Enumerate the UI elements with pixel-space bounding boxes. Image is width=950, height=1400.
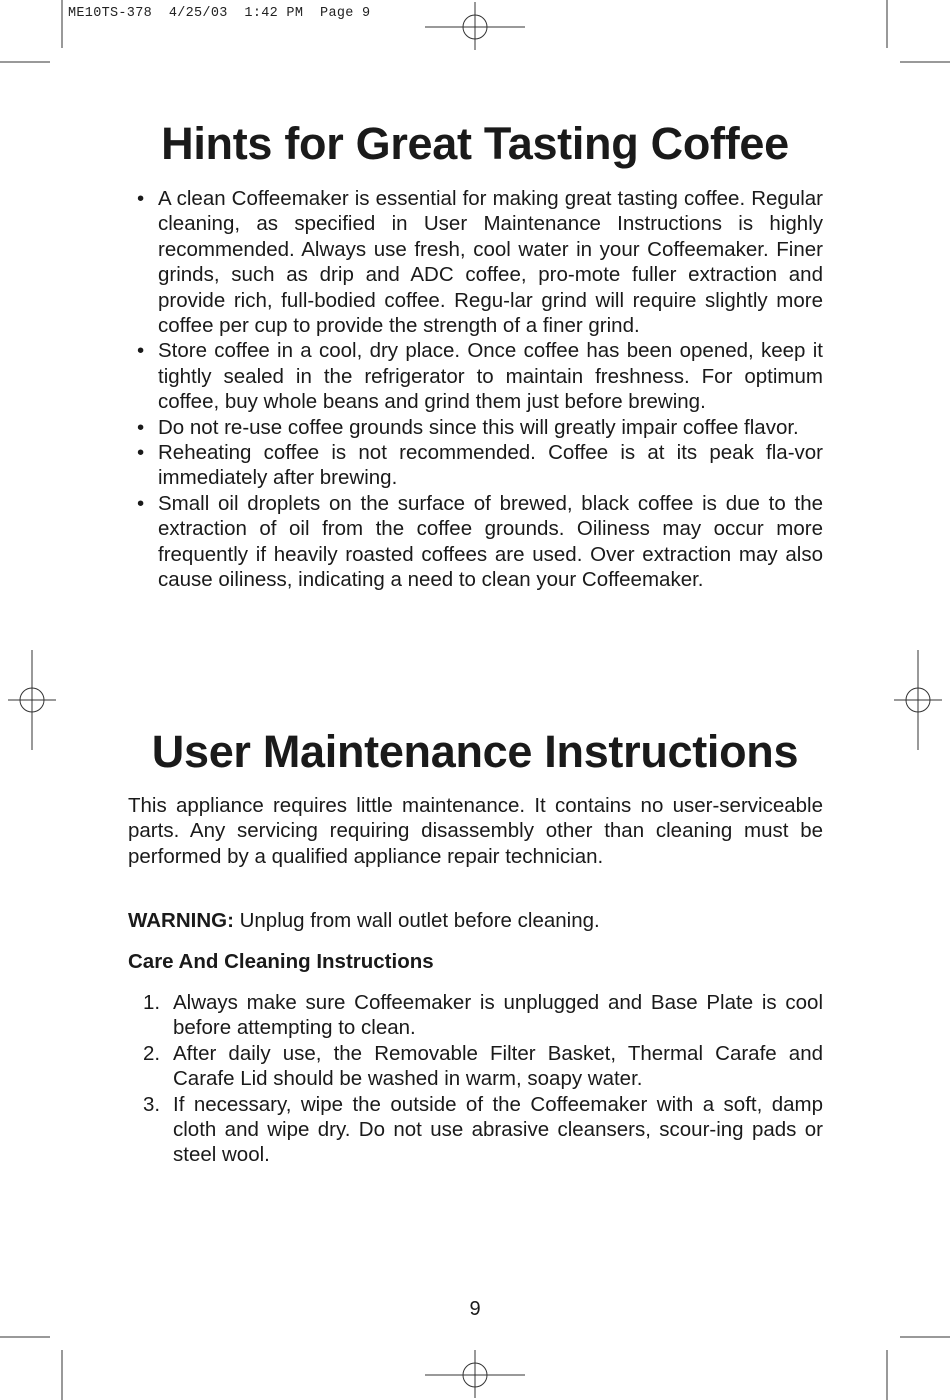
step-text: If necessary, wipe the outside of the Coffeemaker with a soft, damp cloth and wipe dry. Do not use abrasive cleansers, scour-ing pads or steel wool. — [173, 1092, 823, 1167]
hint-text: Reheating coffee is not recommended. Coffee is at its peak fla-vor immediately after brewing. — [158, 441, 823, 490]
step-number: 1. — [143, 991, 161, 1014]
hint-text: Store coffee in a cool, dry place. Once coffee has been opened, keep it tightly sealed in the refrigerator to maintain freshness. For optimum coffee, buy whole beans and grind them just before brewing. — [158, 339, 823, 414]
bullet-icon: • — [137, 415, 145, 439]
registration-mark-bottom — [425, 1350, 525, 1398]
list-item — [143, 1041, 823, 1092]
hints-section-title: Hints for Great Tasting Coffee — [161, 118, 789, 169]
registration-mark-top — [425, 2, 525, 50]
list-item — [137, 491, 823, 593]
care-cleaning-heading: Care And Cleaning Instructions — [128, 950, 434, 973]
step-number: 3. — [143, 1092, 161, 1116]
bullet-icon: • — [137, 339, 145, 363]
list-item — [137, 186, 823, 338]
maintenance-section-title: User Maintenance Instructions — [151, 726, 799, 777]
bullet-icon: • — [137, 441, 145, 465]
page-number: 9 — [469, 1298, 481, 1320]
care-steps-list — [143, 990, 823, 1168]
list-item — [137, 338, 823, 414]
list-item — [143, 990, 823, 1041]
list-item — [137, 440, 823, 491]
step-number: 2. — [143, 1041, 161, 1065]
step-text: Always make sure Coffeemaker is unplugged and Base Plate is cool before attempting to clean. — [173, 991, 823, 1040]
warning-text: Unplug from wall outlet before cleaning. — [233, 909, 600, 932]
warning-label: WARNING: — [128, 909, 234, 932]
hint-text: Do not re-use coffee grounds since this will greatly impair coffee flavor. — [158, 415, 799, 439]
hints-bullet-list — [137, 186, 823, 593]
step-text: After daily use, the Removable Filter Basket, Thermal Carafe and Carafe Lid should be washed in warm, soapy water. — [173, 1041, 823, 1091]
maintenance-intro-paragraph: This appliance requires little maintenance. It contains no user-serviceable parts. Any servicing requiring disassembly other than cleaning must be performed by a qualified appliance repair technician. — [128, 794, 823, 868]
warning-notice — [128, 908, 600, 933]
bullet-icon: • — [137, 491, 145, 515]
list-item — [137, 415, 823, 440]
list-item — [143, 1092, 823, 1168]
hint-text: Small oil droplets on the surface of brewed, black coffee is due to the extraction of oil from the coffee grounds. Oiliness may occur more frequently if heavily roasted coffees are used. Over extraction may also cause oiliness, indicating a need to clean your Coffeemaker. — [158, 491, 823, 592]
print-slug-line: ME10TS-378 4/25/03 1:42 PM Page 9 — [68, 6, 371, 21]
bullet-icon: • — [137, 187, 145, 210]
hint-text: A clean Coffeemaker is essential for making great tasting coffee. Regular cleaning, as specified in User Maintenance Instructions is highly recommended. Always use fresh, cool water in your Coffeemaker. Finer grinds, such as drip and ADC coffee, pro-mote fuller extraction and provide rich, full-bodied coffee. Regu-lar grind will require slightly more coffee per cup to provide the strength of a finer grind. — [158, 187, 823, 338]
